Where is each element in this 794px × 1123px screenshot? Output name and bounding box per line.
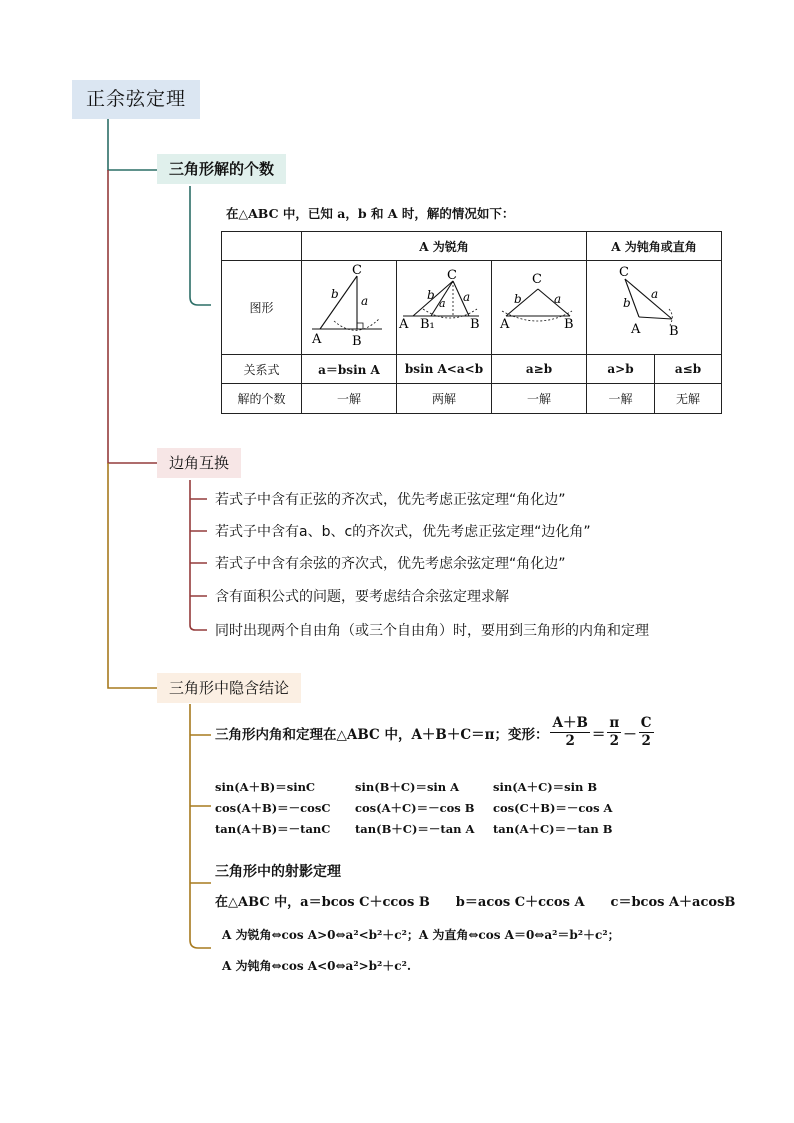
count-cell: 一解 xyxy=(302,384,397,414)
figure-right-triangle xyxy=(302,261,396,351)
conversion-item: 含有面积公式的问题，要考虑结合余弦定理求解 xyxy=(215,589,509,605)
relation-cell: bsin A<a<b xyxy=(397,355,492,384)
conversion-item: 若式子中含有余弦的齐次式，优先考虑余弦定理“角化边” xyxy=(215,556,566,572)
trig-identity: sin(A＋C)＝sin B xyxy=(493,780,598,794)
section-solution-count: 三角形解的个数 xyxy=(157,154,286,184)
label-C: C xyxy=(447,268,457,283)
header-acute: A 为锐角 xyxy=(302,232,587,261)
angle-type-criteria-1: A 为锐角⇔cos A>0⇔a²<b²＋c²；A 为直角⇔cos A＝0⇔a²＝b²＋c²； xyxy=(222,928,620,942)
label-a: a xyxy=(361,294,369,308)
trig-identity: tan(B＋C)＝－tan A xyxy=(355,822,475,836)
figure-a-ge-b xyxy=(492,261,586,351)
count-cell: 无解 xyxy=(655,384,722,414)
label-C: C xyxy=(619,265,629,280)
figure-cell-4 xyxy=(587,261,722,355)
projection-formula: 在△ABC 中，a＝bcos C＋ccos B b＝acos C＋ccos A c＝bcos A＋acosB xyxy=(215,895,736,910)
trig-identity: sin(B＋C)＝sin A xyxy=(355,780,460,794)
label-B: B xyxy=(470,317,480,332)
label-C: C xyxy=(532,272,542,287)
label-b: b xyxy=(427,288,435,302)
trig-identity: cos(A＋B)＝－cosC xyxy=(215,801,331,815)
trig-identity: cos(C＋B)＝－cos A xyxy=(493,801,613,815)
equals-sign: ＝ xyxy=(591,726,606,743)
projection-title: 三角形中的射影定理 xyxy=(215,864,341,880)
label-A: A xyxy=(312,332,322,347)
figure-cell-1 xyxy=(302,261,397,355)
solution-table xyxy=(221,231,722,414)
relation-cell: a＝bsin A xyxy=(302,355,397,384)
fraction-pi-over-2: $\frac{\pi}{2}$ xyxy=(609,715,620,749)
angle-sum-theorem xyxy=(215,715,656,750)
count-cell: 两解 xyxy=(397,384,492,414)
minus-sign: － xyxy=(623,726,637,743)
figure-cell-3 xyxy=(492,261,587,355)
conversion-item: 若式子中含有a、b、c的齐次式，优先考虑正弦定理“边化角” xyxy=(215,524,591,540)
conversion-item: 若式子中含有正弦的齐次式，优先考虑正弦定理“角化边” xyxy=(215,492,566,508)
label-B: B xyxy=(564,317,574,332)
label-a: a xyxy=(651,287,659,301)
connector-section3-items xyxy=(190,704,211,948)
table-corner xyxy=(222,232,302,261)
figure-obtuse xyxy=(587,261,717,351)
label-B: B xyxy=(352,334,362,349)
figure-cell-2 xyxy=(397,261,492,355)
figure-two-solutions xyxy=(397,261,491,351)
header-obtuse: A 为钝角或直角 xyxy=(587,232,722,261)
solution-count-intro: 在△ABC 中，已知 a，b 和 A 时，解的情况如下： xyxy=(226,206,515,221)
section-implicit-conclusions: 三角形中隐含结论 xyxy=(157,673,301,703)
relation-cell: a>b xyxy=(587,355,655,384)
label-b: b xyxy=(331,287,339,301)
label-b: b xyxy=(514,292,522,306)
section-side-angle-conversion: 边角互换 xyxy=(157,448,241,478)
angle-type-criteria-2: A 为钝角⇔cos A<0⇔a²>b²＋c². xyxy=(222,959,412,973)
connector-section2 xyxy=(108,170,157,463)
label-B: B xyxy=(669,324,679,339)
label-B1: B₁ xyxy=(420,317,435,332)
fraction-c-over-2: $\frac{C}{2}$ xyxy=(640,715,652,749)
connector-section3 xyxy=(108,463,157,688)
root-title: 正余弦定理 xyxy=(72,80,200,119)
trig-identity: tan(A＋C)＝－tan B xyxy=(493,822,613,836)
label-a: a xyxy=(554,292,562,306)
label-A: A xyxy=(631,322,641,337)
fraction-a-plus-b-over-2: $\frac{A+B}{2}$ xyxy=(552,715,588,749)
label-b: b xyxy=(623,296,631,310)
connector-section1 xyxy=(108,119,157,170)
label-A: A xyxy=(500,317,510,332)
label-A: A xyxy=(399,317,409,332)
trig-identity: cos(A＋C)＝－cos B xyxy=(355,801,475,815)
label-a: a xyxy=(439,297,446,310)
row-label-relation: 关系式 xyxy=(222,355,302,384)
connector-table xyxy=(190,186,211,305)
conversion-item: 同时出现两个自由角（或三个自由角）时，要用到三角形的内角和定理 xyxy=(215,623,649,639)
row-label-figure: 图形 xyxy=(222,261,302,355)
relation-cell: a≤b xyxy=(655,355,722,384)
row-label-count: 解的个数 xyxy=(222,384,302,414)
connector-section2-items xyxy=(190,480,207,630)
relation-cell: a≥b xyxy=(492,355,587,384)
angle-sum-text: 三角形内角和定理在△ABC 中，A＋B＋C＝π；变形： xyxy=(215,726,549,743)
trig-identity: sin(A＋B)＝sinC xyxy=(215,780,316,794)
trig-identity: tan(A＋B)＝－tanC xyxy=(215,822,331,836)
label-a: a xyxy=(463,290,471,304)
label-C: C xyxy=(352,263,362,278)
count-cell: 一解 xyxy=(492,384,587,414)
count-cell: 一解 xyxy=(587,384,655,414)
